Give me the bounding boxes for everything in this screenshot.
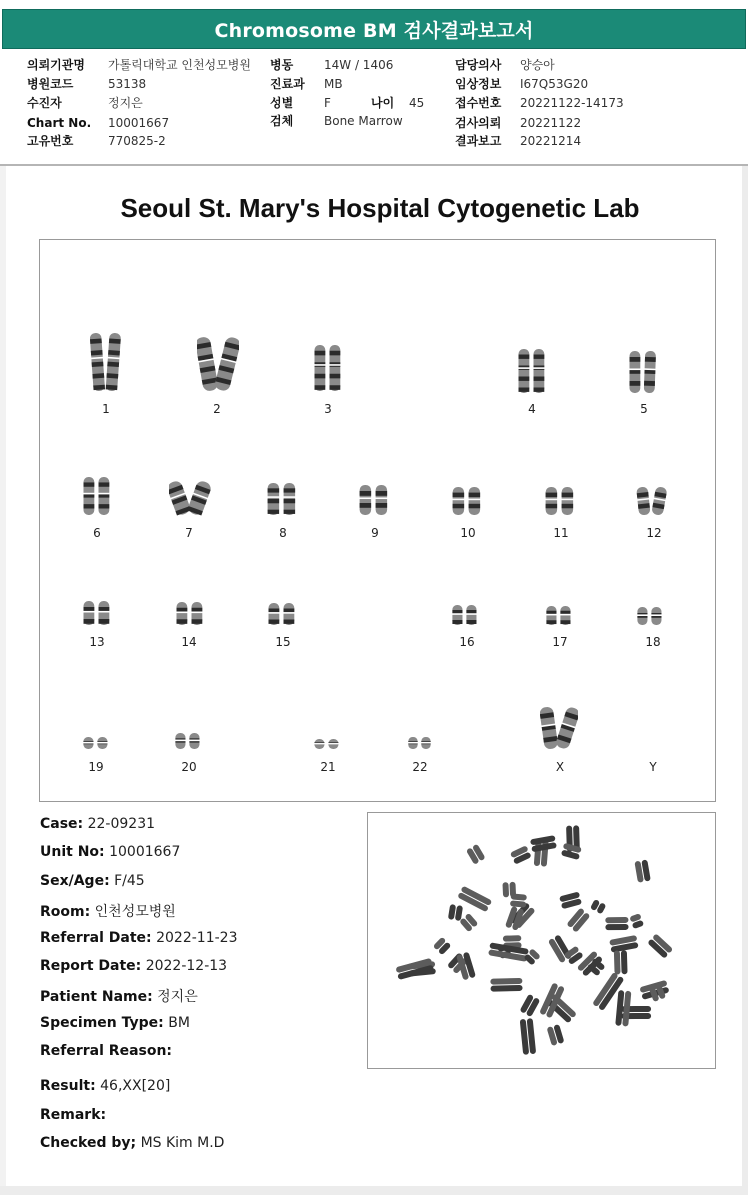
detail-checked-by: Checked by; MS Kim M.D — [40, 1135, 225, 1151]
info-label-department: 진료과 — [270, 77, 305, 91]
chromosome-number-9: 9 — [371, 526, 379, 540]
patient-info-panel — [0, 50, 748, 168]
chromosome-pair-x — [540, 706, 578, 750]
page-edge-right — [742, 166, 748, 1195]
chromosome-pair-7 — [169, 480, 211, 516]
page-edge-left — [0, 166, 6, 1195]
detail-specimen-type: Specimen Type: BM — [40, 1015, 190, 1031]
metaphase-chromosome — [548, 934, 572, 963]
chromosome-pair-16 — [451, 604, 479, 626]
detail-report-date: Report Date: 2022-12-13 — [40, 958, 228, 974]
report-title: Chromosome BM 검사결과보고서 — [2, 9, 746, 49]
chromosome-pair-1 — [90, 332, 122, 392]
info-value-patient: 정지은 — [108, 96, 143, 110]
chromosome-pair-9 — [358, 484, 390, 516]
info-label-patient: 수진자 — [27, 96, 62, 110]
detail-referral-reason: Referral Reason: — [40, 1043, 173, 1059]
chromosome-pair-20 — [174, 732, 202, 750]
chromosome-pair-5 — [628, 350, 658, 394]
info-value-department: MB — [324, 77, 343, 91]
chromosome-pair-22 — [407, 736, 433, 750]
metaphase-chromosome — [510, 893, 527, 907]
chromosome-number-18: 18 — [645, 635, 661, 649]
info-label-hospital-code: 병원코드 — [27, 77, 74, 91]
chromosome-number-7: 7 — [185, 526, 193, 540]
metaphase-image — [367, 812, 716, 1069]
info-label-accession-no: 접수번호 — [455, 96, 502, 110]
metaphase-chromosome — [629, 913, 644, 929]
chromosome-number-2: 2 — [213, 402, 221, 416]
page-edge-bottom — [0, 1186, 748, 1195]
chromosome-pair-6 — [82, 476, 112, 516]
chromosome-pair-21 — [313, 738, 341, 750]
metaphase-chromosome — [459, 913, 478, 933]
chromosome-pair-14 — [175, 601, 205, 626]
metaphase-chromosome — [559, 891, 582, 909]
metaphase-chromosome — [590, 899, 607, 915]
chromosome-label-y: Y — [649, 760, 657, 774]
detail-remark: Remark: — [40, 1107, 107, 1123]
detail-patient-name: Patient Name: 정지은 — [40, 989, 198, 1005]
chromosome-number-13: 13 — [89, 635, 105, 649]
chromosome-pair-3 — [313, 344, 343, 392]
chromosome-number-12: 12 — [646, 526, 662, 540]
chromosome-number-6: 6 — [93, 526, 101, 540]
chromosome-pair-8 — [266, 482, 298, 516]
detail-case: Case: 22-09231 — [40, 816, 156, 832]
info-value-specimen: Bone Marrow — [324, 114, 403, 128]
detail-referral-date: Referral Date: 2022-11-23 — [40, 930, 238, 946]
info-value-chart-no: 10001667 — [108, 116, 170, 130]
metaphase-chromosome — [433, 937, 452, 956]
chromosome-number-17: 17 — [552, 635, 568, 649]
info-label-ward: 병동 — [270, 58, 294, 72]
detail-result: Result: 46,XX[20] — [40, 1078, 171, 1094]
info-label-physician: 담당의사 — [455, 58, 502, 72]
chromosome-pair-10 — [451, 486, 483, 516]
chromosome-pair-19 — [82, 736, 110, 750]
info-value-clinical-info: I67Q53G20 — [520, 77, 589, 91]
chromosome-number-5: 5 — [640, 402, 648, 416]
metaphase-chromosome — [566, 907, 590, 932]
lab-title: Seoul St. Mary's Hospital Cytogenetic Lab — [120, 193, 640, 223]
metaphase-chromosome — [519, 994, 540, 1017]
chromosome-pair-13 — [82, 600, 112, 626]
metaphase-chromosome — [510, 845, 532, 864]
info-label-specimen: 검체 — [270, 114, 294, 128]
chromosome-pair-17 — [545, 605, 573, 626]
chromosome-pair-18 — [636, 606, 664, 626]
metaphase-chromosome — [647, 933, 673, 959]
info-label-result-date: 결과보고 — [455, 134, 502, 148]
chromosome-number-22: 22 — [412, 760, 428, 774]
info-value-institution: 가톨릭대학교 인천성모병원 — [108, 58, 251, 72]
info-label-request-date: 검사의뢰 — [455, 116, 502, 130]
info-value-hospital-code: 53138 — [108, 77, 147, 91]
info-value-sex: F — [324, 96, 331, 110]
metaphase-chromosome — [634, 859, 650, 882]
info-value-ward: 14W / 1406 — [324, 58, 394, 72]
chromosome-number-8: 8 — [279, 526, 287, 540]
chromosome-number-16: 16 — [459, 635, 475, 649]
karyogram-panel — [39, 239, 716, 802]
chromosome-number-11: 11 — [553, 526, 569, 540]
section-divider — [0, 164, 748, 166]
chromosome-pair-12 — [636, 486, 668, 516]
metaphase-chromosome — [614, 950, 628, 974]
chromosome-number-4: 4 — [528, 402, 536, 416]
metaphase-chromosome — [547, 1024, 565, 1046]
info-label-age: 나이 — [371, 96, 395, 110]
chromosome-number-19: 19 — [88, 760, 104, 774]
chromosome-number-1: 1 — [102, 402, 110, 416]
chromosome-pair-4 — [517, 348, 547, 394]
metaphase-chromosome — [490, 978, 522, 992]
info-value-age: 45 — [409, 96, 425, 110]
info-label-chart-no: Chart No. — [27, 116, 92, 130]
chromosome-pair-15 — [267, 602, 297, 626]
chromosome-number-15: 15 — [275, 635, 291, 649]
metaphase-chromosome — [605, 917, 628, 930]
info-label-institution: 의뢰기관명 — [27, 58, 85, 72]
metaphase-chromosome — [520, 1018, 536, 1055]
info-value-physician: 양승아 — [520, 58, 555, 72]
detail-sex-age: Sex/Age: F/45 — [40, 873, 145, 889]
metaphase-chromosome — [609, 935, 638, 953]
info-value-result-date: 20221214 — [520, 134, 582, 148]
chromosome-number-14: 14 — [181, 635, 197, 649]
metaphase-spread-graphic — [368, 813, 715, 1068]
metaphase-chromosome — [466, 844, 486, 865]
info-label-unique-no: 고유번호 — [27, 134, 74, 148]
info-value-accession-no: 20221122-14173 — [520, 96, 624, 110]
info-value-request-date: 20221122 — [520, 116, 582, 130]
info-label-clinical-info: 임상정보 — [455, 77, 502, 91]
chromosome-pair-2 — [197, 336, 239, 392]
chromosome-number-3: 3 — [324, 402, 332, 416]
detail-unit-no: Unit No: 10001667 — [40, 844, 181, 860]
info-value-unique-no: 770825-2 — [108, 134, 166, 148]
detail-room: Room: 인천성모병원 — [40, 904, 176, 920]
chromosome-number-20: 20 — [181, 760, 197, 774]
info-label-sex: 성별 — [270, 96, 294, 110]
chromosome-label-x: X — [555, 760, 565, 774]
chromosome-number-10: 10 — [460, 526, 476, 540]
chromosome-pair-11 — [544, 486, 576, 516]
metaphase-chromosome — [448, 904, 463, 921]
chromosome-number-21: 21 — [320, 760, 336, 774]
